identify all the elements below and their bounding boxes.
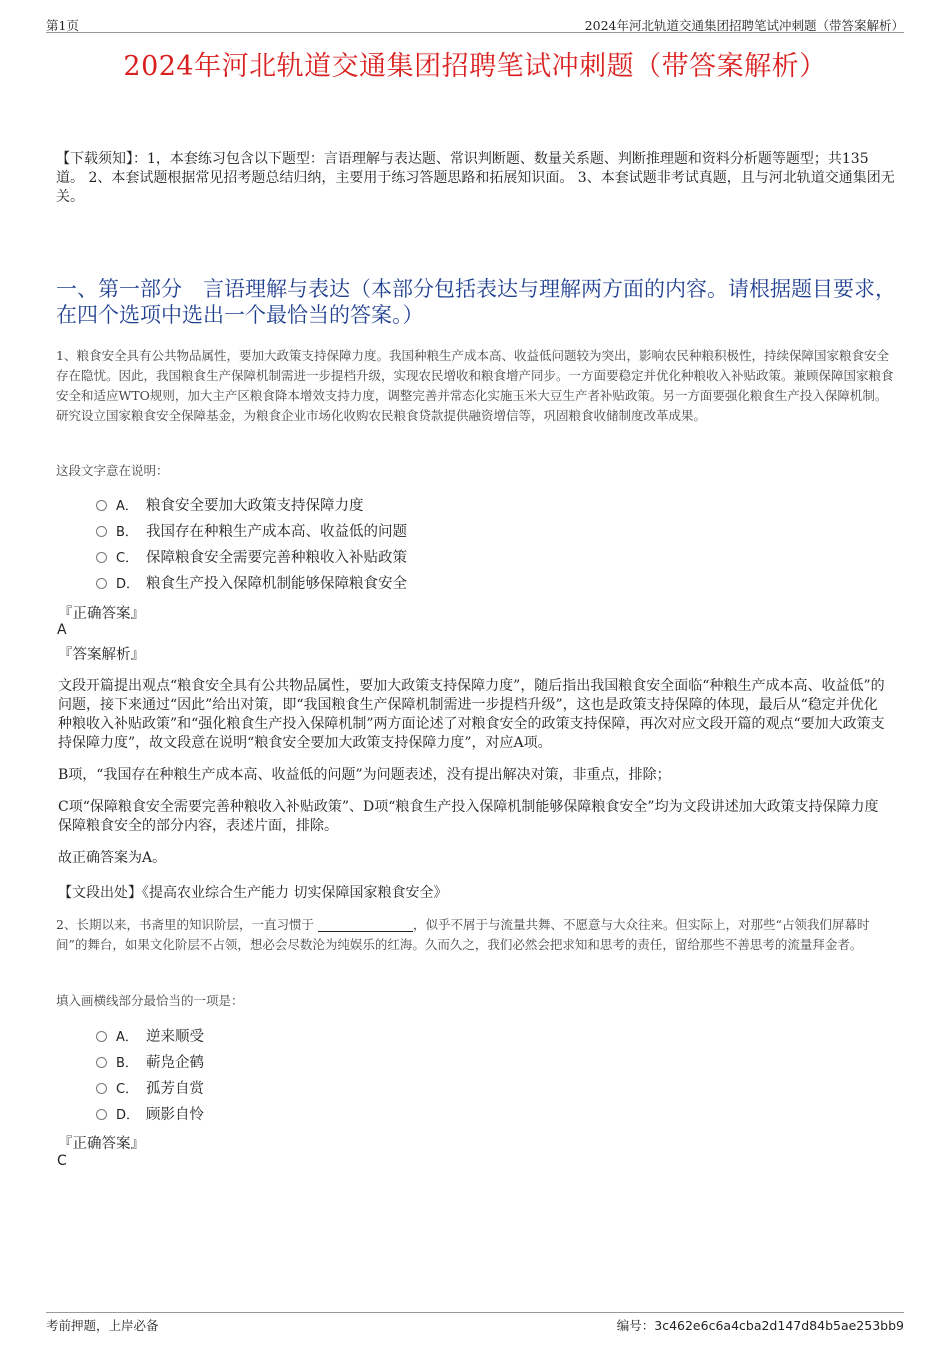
document-code: 编号：3c462e6c6a4cba2d147d84b5ae253bb9	[616, 1318, 904, 1333]
analysis-paragraph: 故正确答案为A。	[58, 850, 167, 866]
option-d[interactable]: D． 粮食生产投入保障机制能够保障粮食安全	[96, 571, 407, 597]
answer-label: 『正确答案』	[58, 1136, 145, 1152]
radio-icon[interactable]	[96, 500, 107, 511]
section-heading: 一、第一部分 言语理解与表达（本部分包括表达与理解两方面的内容。请根据题目要求，在四个选项中选出一个最恰当的答案。）	[56, 277, 896, 327]
fill-blank	[318, 917, 413, 932]
analysis-paragraph: C项“保障粮食安全需要完善种粮收入补贴政策”、D项“粮食生产投入保障机制能够保障粮食安全”均为文段讲述加大政策支持保障力度保障粮食安全的部分内容，表述片面，排除。	[58, 799, 879, 834]
page-footer	[46, 1312, 904, 1333]
radio-icon[interactable]	[96, 1057, 107, 1068]
option-c[interactable]: C． 孤芳自赏	[96, 1076, 204, 1102]
question-2-prompt: 填入画横线部分最恰当的一项是：	[56, 993, 244, 1008]
option-a[interactable]: A． 粮食安全要加大政策支持保障力度	[96, 493, 407, 519]
question-2-options	[96, 1024, 204, 1128]
download-notice: 【下载须知】：1，本套练习包含以下题型：言语理解与表达题、常识判断题、数量关系题、判断推理题和资料分析题等题型；共135道。 2、本套试题根据常见招考题总结归纳，主要用于练习答题思路和拓展知识面。 3、本套试题非考试真题，且与河北轨道交通集团无关。	[56, 151, 895, 205]
radio-icon[interactable]	[96, 1083, 107, 1094]
analysis-paragraph: 文段开篇提出观点“粮食安全具有公共物品属性，要加大政策支持保障力度”，随后指出我国粮食安全面临“种粮生产成本高、收益低”的问题，接下来通过“因此”给出对策，即“我国粮食生产保障机制需进一步提档升级”，这也是政策支持保障的体现，最后从“稳定并优化种粮收入补贴政策”和“强化粮食生产投入保障机制”两方面论述了对粮食安全的政策支持保障，再次对应文段开篇的观点“要加大政策支持保障力度”，故文段意在说明“粮食安全要加大政策支持保障力度”，对应A项。	[58, 678, 885, 751]
option-d[interactable]: D． 顾影自怜	[96, 1102, 204, 1128]
answer-analysis	[58, 677, 886, 881]
document-title: 2024年河北轨道交通集团招聘笔试冲刺题（带答案解析）	[123, 51, 827, 82]
radio-icon[interactable]	[96, 578, 107, 589]
answer-label: 『正确答案』	[58, 606, 145, 622]
analysis-label: 『答案解析』	[58, 647, 145, 663]
question-1-text: 1、粮食安全具有公共物品属性，要加大政策支持保障力度。我国种粮生产成本高、收益低问题较为突出，影响农民种粮积极性，持续保障国家粮食安全存在隐忧。因此，我国粮食生产保障机制需进一步提档升级，实现农民增收和粮食增产同步。一方面要稳定并优化种粮收入补贴政策。兼顾保障国家粮食安全和适应WTO规则，加大主产区粮食降本增效支持力度，调整完善并常态化实施玉米大豆生产者补贴政策。另一方面要强化粮食生产投入保障机制。研究设立国家粮食安全保障基金，为粮食企业市场化收购农民粮食贷款提供融资增信等，巩固粮食收储制度改革成果。	[56, 348, 894, 423]
question-2-text: 2、长期以来，书斋里的知识阶层，一直习惯于 ，似乎不屑于与流量共舞、不愿意与大众往来。但实际上，对那些“占领我们屏幕时间”的舞台，如果文化阶层不占领，想必会尽数沦为纯娱乐的红海。久而久之，我们必然会把求知和思考的责任，留给那些不善思考的流量拜金者。	[56, 917, 870, 952]
option-b[interactable]: B． 我国存在种粮生产成本高、收益低的问题	[96, 519, 407, 545]
page-number: 第1页	[46, 18, 79, 33]
radio-icon[interactable]	[96, 1031, 107, 1042]
question-1-prompt: 这段文字意在说明：	[56, 463, 169, 478]
analysis-paragraph: B项，“我国存在种粮生产成本高、收益低的问题”为问题表述，没有提出解决对策，非重点，排除；	[58, 767, 671, 783]
question-1-options	[96, 493, 407, 597]
answer-value: A	[57, 622, 67, 638]
radio-icon[interactable]	[96, 1109, 107, 1120]
radio-icon[interactable]	[96, 526, 107, 537]
option-a[interactable]: A． 逆来顺受	[96, 1024, 204, 1050]
passage-source: 【文段出处】《提高农业综合生产能力 切实保障国家粮食安全》	[58, 885, 448, 901]
footer-slogan: 考前押题，上岸必备	[46, 1318, 159, 1333]
radio-icon[interactable]	[96, 552, 107, 563]
option-c[interactable]: C． 保障粮食安全需要完善种粮收入补贴政策	[96, 545, 407, 571]
header-doc-title: 2024年河北轨道交通集团招聘笔试冲刺题（带答案解析）	[584, 18, 904, 33]
option-b[interactable]: B． 蔪凫企鹤	[96, 1050, 204, 1076]
page-header	[46, 16, 904, 33]
answer-value: C	[57, 1153, 67, 1169]
